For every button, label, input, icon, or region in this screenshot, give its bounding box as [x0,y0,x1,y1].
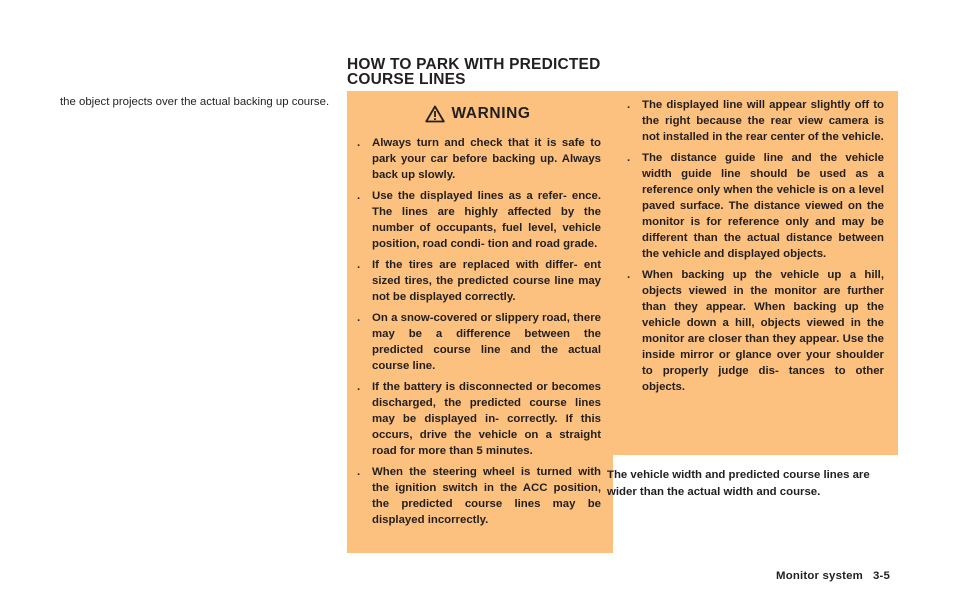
bullet: . [627,99,631,111]
warning-item [355,135,601,183]
warning-item-text: If the tires are replaced with differ- ent sized tires, the predicted course line may not be displayed correctly. [372,259,601,303]
continued-paragraph [60,94,330,111]
page-number: 3-5 [872,570,891,582]
bullet: . [357,259,361,271]
bullet: . [627,152,631,164]
warning-list-right [625,97,884,395]
warning-item [355,257,601,305]
warning-item-text: Always turn and check that it is safe to park your car before backing up. Always back up slowly. [372,137,601,181]
bullet: . [357,466,361,478]
bullet: . [357,312,361,324]
warning-list-left [355,135,601,528]
warning-item-text: If the battery is disconnected or becomes discharged, the predicted course lines may be displayed in- correctly. If this occurs, drive the vehicle on a straight road for more than 5 minutes. [372,381,601,457]
bullet: . [357,381,361,393]
warning-header [355,101,601,127]
warning-item-text: The distance guide line and the vehicle width guide line should be used as a reference only when the vehicle is on a level paved surface. The distance viewed on the monitor is for reference only and may be different than the actual distance between the vehicle and displayed objects. [642,152,884,260]
bullet: . [627,269,631,281]
warning-item-text: The displayed line will appear slightly off to the right because the rear view camera is not installed in the rear center of the vehicle. [642,99,884,143]
warning-item-text: When backing up the vehicle up a hill, objects viewed in the monitor are further than they appear. When backing up the vehicle down a hill, objects viewed in the monitor are closer than they appear. Use the inside mirror or glance over your shoulder to properly judge dis- tances to other objects. [642,269,884,393]
warning-item [355,188,601,252]
warning-triangle-icon [425,105,445,123]
warning-item-text: Use the displayed lines as a refer- ence. The lines are highly affected by the number of occupants, fuel level, vehicle position, road condi- tion and road grade. [372,190,601,250]
warning-item-text: On a snow-covered or slippery road, there may be a difference between the predicted course line and the actual course line. [372,312,601,372]
continued-text: the object projects over the actual backing up course. [60,96,330,108]
warning-item-text: When the steering wheel is turned with the ignition switch in the ACC position, the predicted course lines may be displayed incorrectly. [372,466,601,526]
warning-item [355,310,601,374]
warning-box [347,91,613,553]
warning-item [625,150,884,262]
bullet: . [357,190,361,202]
warning-item [625,97,884,145]
page-footer [776,570,890,582]
bullet: . [357,137,361,149]
warning-item [625,267,884,395]
note-paragraph [607,467,897,501]
warning-box-continued [613,91,898,455]
warning-item [355,464,601,528]
warning-item [355,379,601,459]
section-heading [347,57,637,87]
warning-title: WARNING [451,105,531,122]
section-title: HOW TO PARK WITH PREDICTED COURSE LINES [347,56,601,88]
footer-section-label: Monitor system [776,570,863,582]
note-text: The vehicle width and predicted course lines are wider than the actual width and course. [607,469,870,498]
